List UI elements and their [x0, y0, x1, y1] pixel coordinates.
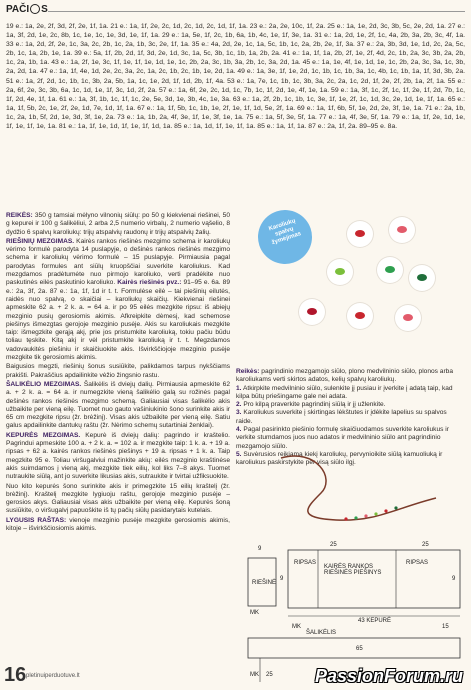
- bead-pile-light-green: [335, 268, 345, 275]
- stockinette-heading: LYGUSIS RAŠTAS:: [6, 516, 67, 524]
- dim-9: 9: [258, 546, 262, 552]
- mk-label-2: MK: [292, 624, 301, 630]
- bead-pattern-rows: 19 e.: 1a, 2e, 2f, 3d, 2f, 2e, 1f, 1a. 21 e.: 1a, 1f, 2e, 2c, 1d, 2c, 1d, 2c, 1d, 1f, 1a. 23 e.: 2a, 2e, 10c, 1f, 2a. 25 e.: 1a, 1e, 2d, 3c, 3b, 5c, 2e, 2d, 1a. 27 e.: 1a, 3f, 2d, 1e, 2c, 8b, 1c, 1e, 1c, 1e, 3d, 1e, 1f, 1a. 29 e.: 1a, 5e, 1f, 2c, 1b, 6a, 1b, 4c, 1e, 1f, 3e, 1a. 31 e.: 1a, 2d, 1e, 2f, 1c, 4a, 2b, 3a, 2b, 3c, 4f, 1a. 33 e.: 1a, 2d, 2f, 2e, 1c, 3a, 2c, 2b, 1c, 2a, 1b, 3c, 2e, 1f, 1a. 35 e.: 4a, 2d, 2e, 1c, 1a, 5c, 1b, 1c, 2a, 2b, 2e, 1f, 3a. 37 e.: 2a, 3b, 3d, 1e, 1d, 2c, 2a, 5c, 2b, 1c, 1a, 2b, 1e, 1a. 39 e.: 5a, 1f, 2b, 2d, 1f, 3d, 2e, 1d, 3c, 1a, 5c, 3b, 1c, 1b, 1a, 2b, 2a. 41 e.: 1a, 1f, 1a, 2b, 2f, 1e, 2f, 4d, 2c, 1b, 2a, 3c, 3b, 2a, 2b, 1c, 2a, 1b, 1a. 43 e.: 1a, 2f, 1e, 3c, 1f, 1e, 1f, 1e, 1d, 1e, 1c, 2b, 2a, 3c, 1b, 3a, 2b, 1c, 3a, 2d, 1a. 45 e.: 1a, 1e, 4f, 1e, 1d, 1e, 1c, 2b, 2a, 3c, 3a, 1c, 3b, 2a, 2d, 1a. 47 e.: 1a, 1f, 4e, 1d, 2e, 2c, 3a, 2c, 1a, 2c, 1b, 2c, 1b, 1e, 2d, 1a. 49 e.: 1a, 3e, 1f, 1e, 2d, 1c, 1b, 1c, 1b, 3a, 1c, 4b, 1c, 1b, 1a, 1f, 3d, 3b, 2a. 51 e.: 1a, 2f, 2d, 1c, 1b, 1c, 3b, 2a, 5b, 1a, 1c, 1e, 2d, 1f, 1d, 2b, 1f, 4a. 53 e.: 1a, 7e, 1c, 1b, 1c, 3b, 3a, 2c, 2a, 1c, 2d, 1f, 2e, 2f, 2b, 1a, 2f, 1a. 55 e.: 2a, 6f, 2e, 3c, 3b, 6a, 1c, 1d, 1e, 1f, 3c, 1d, 2f, 2a. 57 e.: 1a, 6f, 2e, 2c, 1d, 1c, 7b, 1c, 1f, 2d, 1e, 4f, 1e, 1a. 59 e.: 1a, 3f, 1c, 2f, 1c, 1f, 2e, 1f, 2d, 7b, 1c, 1f, 2d, 4e, 1f, 1a. 61 e.: 1a, 3f, 1b, 1c, 1f, 1c, 2e, 5e, 3d, 1e, 3b, 4c, 1e, 3a. 63 e.: 1a, 2f, 2b, 1c, 1b, 1c, 3e, 1f, 1e, 2f, 1c, 1d, 3c, 2e, 1d, 1e, 1f, 1a. 65 e.: 1a, 1f, 5b, 2c, 1e, 2f, 2e, 1d, 7e, 1d, 1f, 1a. 67 e.: 1a, 1f, 5b, 1c, 1b, 1e, 2f, 1e, 1f, 1d, 5e, 2f, 1a. 69 e.: 1a, 1f, 6b, 5f, 1e, 2d, 2e, 3f, 1e, 1a. 71 e.: 2a, 1b, 1c, 2a, 1b, 5f, 2d, 1e, 3d, 3f, 1e, 2a. 73 e.: 1a, 1b, 2a, 4f, 3e, 1f, 1e, 3f, 1e, 1a. 75 e.: 1a, 5f, 3e, 5f, 1a. 77 e.: 1a, 4f, 3e, 5f, 1a. 79 e.: 1a, 1f, 2e, 1d, 1e, 1f, 1e, 1f, 1e, 1a. 81 e.: 1a, 1f, 1e, 1d, 1f, 1e, 1f, 1d, 1a. 85 e.: 1a, 1d, 1f, 1e, 1f, 1a. 85 e.: 1a, 1f, 1a. 87 e.: 2a, 1f, 2a. 89–95 e. 8a.: [6, 23, 465, 131]
- cuffs-paragraph: [6, 238, 230, 362]
- page-header: [6, 4, 465, 18]
- watermark: PassionForum.ru: [314, 666, 463, 686]
- page-number: 16: [4, 664, 27, 686]
- scarf-text: Šalikėlis iš dviejų dalių. Pirmiausia apmeskite 62 a. + 2 k. a. = 64 a. ir numegzkite vieną šalikėlio galą su rožinės pagal dešinės rankos riešinės mezgimo schemą. Galiausiai visas šalikėlio akis užbaikite per vieną eilę. Tuomet nuo gauto vašiniukinio šono surinkite akis ir 65 cm mezgkite ripsu (žr. brėžinį). Visas akis užbaikite per vieną eilę. Satiu galus apdailinkite dantukų raštu (žr. Nėrimo schemų sutartiniai ženklai).: [6, 380, 230, 430]
- step-5: 5. Suvėrusios reikiamą kiekį karoliukų, pervynioikite siūlą kamuoliuką ir karoliukus paskirstykite per visą siūlo ilgį.: [236, 450, 443, 467]
- stockinette-text: vienoje mezginio pusėje mezgkite gerosiomis akimis, kitoje – išvirkščiosiomis akimis.: [6, 516, 230, 532]
- dim-15: 15: [442, 624, 449, 630]
- threading-label: Reikės:: [236, 368, 260, 375]
- scarf-heading: ŠALIKĖLIO MEZGIMAS.: [6, 380, 82, 388]
- hat-label: 43 KEPURĖ: [358, 618, 392, 624]
- brand-text: PAČI: [6, 4, 30, 15]
- cuffs-paragraph-2: Baigusios megzti, riešinių šonus susiūkite, palikdamos tarpus nykščiams prakišti. Pakraščius apdailinkite vėžio žingsnio rastu.: [6, 363, 230, 379]
- bead-dish: [346, 302, 374, 330]
- bead-pile-pink: [403, 314, 413, 321]
- bead-dish: [326, 258, 354, 286]
- materials-label: REIKĖS:: [6, 212, 33, 219]
- header-rule: [48, 11, 465, 12]
- bead-dish: [408, 264, 436, 292]
- rib-label-2: RIPSAS: [406, 560, 429, 566]
- mk-label-3: MK: [250, 672, 259, 678]
- bead-dish: [376, 256, 404, 284]
- bead-dish: [394, 304, 422, 332]
- bead-dish: [298, 298, 326, 326]
- cuffs-heading: RIEŠINIŲ MEZGIMAS.: [6, 237, 75, 245]
- magazine-brand: [6, 4, 48, 15]
- hat-paragraph: [6, 432, 230, 482]
- bead-legend-label: Karoliukų spalvų žymėjimas: [268, 218, 302, 247]
- hat-paragraph-2: Nuo kito kepurės šono surinkite akis ir primegzkite 15 eilių kraštelį (žr. brėžinį). Kraštelį mezgkite lygiuoju raštu, gerojoje mezginio pusėje – gerosios akys. Galiausiai visas akis užbaikite per vieną eilę. Kepurės šoną susiūkite, o viršugalvį papuoškite iš tų pačių siūlų pasidarytais kutelais.: [6, 482, 230, 515]
- step-4: 4. Pagal pasirinkto piešinio formulę skaičiuodamos suverkite karoliukus ir verkite stumdamos juos nuo adatos ir medvilninio siūlo ant pagrindinio mezgamojo siūlo.: [236, 426, 449, 450]
- bead-legend-blob: [251, 203, 319, 271]
- rib-label-1: RIPSAS: [294, 560, 317, 566]
- bead-dish: [346, 220, 374, 248]
- threading-materials: [236, 368, 465, 385]
- brand-o-icon: [30, 4, 40, 14]
- bead-pile-red: [355, 230, 365, 237]
- instructions-column: [6, 212, 230, 534]
- materials-text: 350 g tamsiai mėlyno vilnonių siūlų: po 50 g kiekvienai riešinei, 50 g kepurei ir 100 g šalikėliui, 2 arba 2,5 numerio virbalų, 2 numerio vąšelio, 8 dydžio 6 spalvų karoliukų: trijų atspalvių raudonų ir trijų atspalvių žalių.: [6, 212, 230, 236]
- materials-paragraph: [6, 212, 230, 237]
- bead-pile-dark-green: [417, 274, 427, 281]
- step-3: 3. Karoliukus suverkite į skirtingas lėkštutes ir įdėkite lapelius su spalvos raide.: [236, 409, 447, 425]
- scarf-label: ŠALIKĖLIS: [306, 630, 337, 636]
- left-cuff-pattern-label: KAIRĖS RANKOS RIEŠINĖS PIEŠINYS: [324, 564, 382, 576]
- hat-heading: KEPURĖS MEZGIMAS.: [6, 431, 81, 439]
- stockinette-paragraph: [6, 517, 230, 534]
- dim-25c: 25: [266, 672, 273, 678]
- dim-9c: 9: [452, 576, 456, 582]
- dim-25: 25: [330, 542, 337, 548]
- bead-dish: [388, 216, 416, 244]
- formula-text: 91–95 e. 6a. 89 e.: 2a, 3f, 2a. 87 e.: 1a, 1f, 1d ir t. t. Formulėse eilė – tai piešinių eilutės, raidės nuo spalvą, o skaičiai – karoliukų skaičių. Kiekvienai riešinei apmeskite 62 a. + 2 k. a. = 64 a. ir po 95 eilės mezgkite ripsu: iš abiejų mezginio pusių gerosiomis akimis. Afkreipkite dėmesį, kad schemose piešinys išmezgtas gerojoje mezginio pusėje. Akis su karoliukais mezgkite taip: išmegzkite gerąją akį, prie jos pristumkite karoliuką, tokiu pačiu būdu toliau tęskite. Kitą akį ir vėl pristumkite karoliuką ir t. t. Megzdamos vadovaukitės piešiniu ir skaičiuokite akis. Išvirkščiojoje mezginio pusėje mezgkite tik gerosiomis akimis.: [6, 279, 230, 362]
- bead-pile-red: [355, 312, 365, 319]
- scarf-paragraph: [6, 381, 230, 431]
- bead-pile-dark-red: [307, 308, 317, 315]
- site-url: pletinuiperduotuve.lt: [26, 673, 80, 679]
- dim-9b: 9: [280, 576, 284, 582]
- hat-text: Kepurė iš dviejų dalių: pagrindo ir kraštelio. Pagrindui apmeskite 100 a. + 2 k. a. = 102 a. ir mezgkite taip: 1 k. a. + 19 a. ripsas + 62 a. kairės rankos riešinės piešinys + 19 a. ripsas + 1 k. a. Taip megzkite 95 e. Toliau viršugalviui mažinkite akių: eilės mezginio kraštinėse akis suimdamos į vieną akį, mezgkite tiek eilių, kol liks 7–8 akys. Tuomet nutraukite siūlą, ant jo suverkite likusias akis, sutraukite ir tvirtai užfiksuokite.: [6, 431, 230, 481]
- page-footer: [0, 664, 471, 690]
- brand-suffix: S: [41, 4, 48, 15]
- bead-pile-green: [385, 266, 395, 273]
- cuff-label: RIEŠINĖ: [252, 580, 277, 586]
- dim-65: 65: [356, 646, 363, 652]
- formula-label: Kairės riešinės pvz.:: [117, 279, 182, 287]
- mk-label: MK: [250, 610, 259, 616]
- step-1: 1. Atkirpkite medvilninio siūlo, sulenkite jį pusiau ir įverkite į adatą taip, kad kilpa būtų priešingame gale nei adata.: [236, 384, 453, 400]
- cuffs-text: Kairės rankos riešinės mezgimo schema ir karoliukų vėrimo formulė parodyta 14 puslapyje, o dešinės rankos riešinės mezgimo schema ir karoliukų vėrimo formulė – 15 puslapyje. Pirmiausia pagal parodytas formules ant siūlų kruopščiai suverkite karoliukus. Kad mezgdamos pradėtumėte nuo pirmojo karoliuko, verti pradėkite nuo paskutinės eilės paskutinio karoliuko.: [6, 237, 230, 287]
- threaded-wire-illustration: [276, 448, 441, 528]
- dim-25b: 25: [422, 542, 429, 548]
- bead-dishes-photo: [258, 210, 453, 364]
- bead-pile-pink: [397, 226, 407, 233]
- step-2: 2. Pro kilpą praverkite pagrindinį siūlą ir jį užlenkite.: [236, 401, 386, 409]
- threading-text: pagrindinio mezgamojo siūlo, plono medvilninio siūlo, plonos arba karoliukams verti skirtos adatos, kelių spalvų karoliukų.: [236, 368, 453, 384]
